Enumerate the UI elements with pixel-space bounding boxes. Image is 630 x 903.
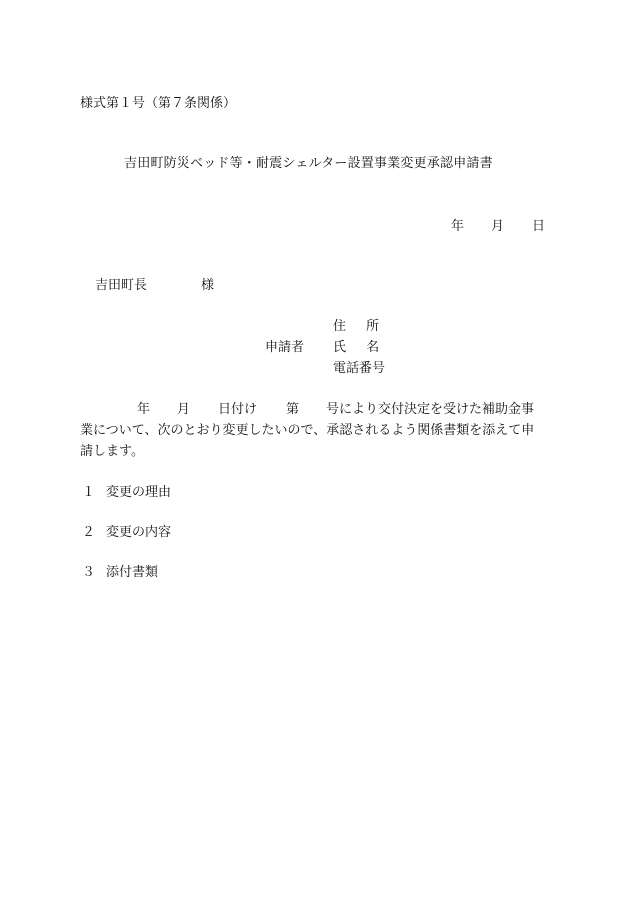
addressee-name: 吉田町長 xyxy=(95,278,148,293)
body-paragraph-line-3: 請します。 xyxy=(80,444,144,459)
body-dated-label: 日付け xyxy=(218,402,258,417)
list-item-label: 変更の理由 xyxy=(106,485,172,500)
list-item-label: 変更の内容 xyxy=(106,525,172,540)
list-item-label: 添付書類 xyxy=(106,565,159,580)
applicant-address-label: 住 所 xyxy=(333,319,380,334)
body-number-prefix: 第 xyxy=(286,402,300,417)
form-number: 様式第１号（第７条関係） xyxy=(80,96,237,111)
list-item-number: ２ xyxy=(82,525,96,540)
date-day-label: 日 xyxy=(532,219,546,234)
applicant-phone-label: 電話番号 xyxy=(333,361,386,376)
list-item xyxy=(82,566,158,579)
body-line-1-text: 号により交付決定を受けた補助金事 xyxy=(326,402,535,417)
list-item xyxy=(82,526,171,539)
date-month-label: 月 xyxy=(491,219,505,234)
applicant-label: 申請者 xyxy=(265,340,305,355)
addressee-suffix: 様 xyxy=(201,278,215,293)
applicant-name-label: 氏 名 xyxy=(333,340,380,355)
date-year-label: 年 xyxy=(451,219,465,234)
body-month-label: 月 xyxy=(177,402,191,417)
list-item xyxy=(82,486,171,499)
document-title: 吉田町防災ベッド等・耐震シェルター設置事業変更承認申請書 xyxy=(124,156,493,171)
body-paragraph-line-2: 業について、次のとおり変更したいので、承認されるよう関係書類を添えて申 xyxy=(80,423,535,438)
list-item-number: ３ xyxy=(82,565,96,580)
body-year-label: 年 xyxy=(137,402,151,417)
list-item-number: １ xyxy=(82,485,96,500)
